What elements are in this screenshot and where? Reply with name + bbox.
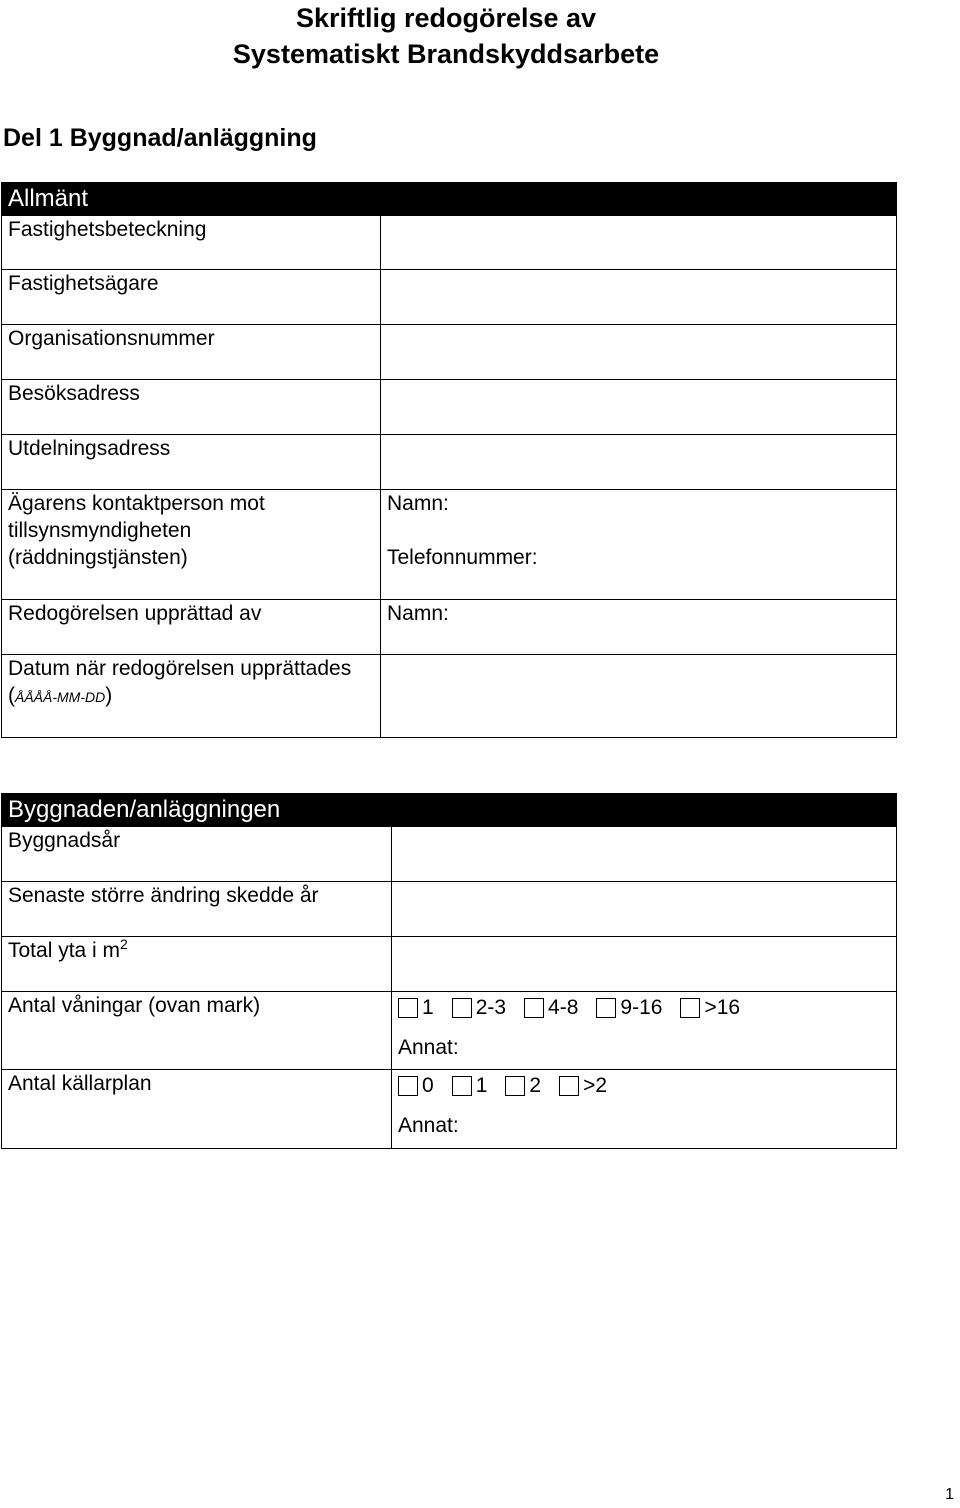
floor-option-label: >16 — [704, 996, 741, 1019]
building-table — [1, 793, 897, 1149]
building-header: Byggnaden/anläggningen — [2, 794, 392, 827]
floor-annat-label: Annat: — [398, 1036, 459, 1059]
floor-checkbox[interactable] — [680, 998, 700, 1018]
label-fastighetsagare: Fastighetsägare — [2, 270, 381, 325]
basement-annat-label: Annat: — [398, 1114, 459, 1137]
title-line-2: Systematiskt Brandskyddsarbete — [232, 39, 660, 69]
field-kallarplan — [392, 1070, 897, 1149]
basement-option-label: 0 — [422, 1074, 434, 1097]
field-telefon-label: Telefonnummer: — [387, 546, 538, 569]
field-byggnadsar[interactable] — [392, 827, 897, 882]
field-yta[interactable] — [392, 937, 897, 992]
field-fastighetsagare[interactable] — [381, 270, 897, 325]
basement-checkbox[interactable] — [452, 1076, 472, 1096]
basement-checkbox[interactable] — [559, 1076, 579, 1096]
page-number: 1 — [945, 1486, 954, 1503]
floor-option[interactable] — [680, 994, 740, 1021]
floor-checkbox[interactable] — [524, 998, 544, 1018]
basement-option-label: 2 — [529, 1074, 542, 1097]
title-line-1: Skriftlig redogörelse av — [295, 3, 597, 33]
floor-checkbox[interactable] — [596, 998, 616, 1018]
label-fastighetsbeteckning: Fastighetsbeteckning — [2, 216, 381, 270]
document-title — [0, 0, 892, 72]
field-besoksadress[interactable] — [381, 380, 897, 435]
label-kallarplan: Antal källarplan — [2, 1070, 392, 1149]
floor-option[interactable] — [596, 994, 662, 1021]
basement-option-label: 1 — [475, 1074, 488, 1097]
floor-option[interactable] — [452, 994, 506, 1021]
floor-checkbox[interactable] — [452, 998, 472, 1018]
label-datum-format: ÅÅÅÅ-MM-DD — [15, 689, 106, 705]
label-vaningar: Antal våningar (ovan mark) — [2, 992, 392, 1070]
basement-option[interactable] — [398, 1072, 434, 1099]
field-namn-label: Namn: — [387, 492, 449, 515]
label-kontaktperson: Ägarens kontaktperson mot tillsynsmyndigheten (räddningstjänsten) — [2, 490, 381, 600]
basement-option-label: >2 — [583, 1074, 608, 1097]
label-byggnadsar: Byggnadsår — [2, 827, 392, 882]
field-kontaktperson[interactable] — [381, 490, 897, 600]
label-yta — [2, 937, 392, 992]
label-utdelningsadress: Utdelningsadress — [2, 435, 381, 490]
floor-option-label: 2-3 — [475, 996, 507, 1019]
floor-option[interactable] — [398, 994, 434, 1021]
field-organisationsnummer[interactable] — [381, 325, 897, 380]
basement-checkbox[interactable] — [398, 1076, 418, 1096]
label-yta-text: Total yta i m — [8, 939, 121, 962]
field-utdelningsadress[interactable] — [381, 435, 897, 490]
label-datum — [2, 655, 381, 738]
basement-option[interactable] — [452, 1072, 488, 1099]
field-namn2-label: Namn: — [387, 602, 449, 625]
floor-option-label: 4-8 — [548, 996, 579, 1019]
label-andring: Senaste större ändring skedde år — [2, 882, 392, 937]
floor-checkbox[interactable] — [398, 998, 418, 1018]
basement-option[interactable] — [559, 1072, 607, 1099]
field-vaningar — [392, 992, 897, 1070]
general-table — [1, 182, 897, 738]
label-datum-text: Datum när redogörelsen upprättades ( — [8, 657, 352, 707]
section-heading: Del 1 Byggnad/anläggning — [3, 124, 317, 152]
floor-option-label: 1 — [422, 996, 434, 1019]
floor-option[interactable] — [524, 994, 578, 1021]
label-upprattad-av: Redogörelsen upprättad av — [2, 600, 381, 655]
field-andring[interactable] — [392, 882, 897, 937]
label-datum-close: ) — [105, 684, 113, 707]
label-besoksadress: Besöksadress — [2, 380, 381, 435]
field-fastighetsbeteckning[interactable] — [381, 216, 897, 270]
floor-options — [398, 992, 890, 1021]
general-header: Allmänt — [2, 183, 381, 216]
floor-option-label: 9-16 — [620, 996, 663, 1019]
field-datum[interactable] — [381, 655, 897, 738]
label-yta-sup: 2 — [120, 936, 128, 952]
field-upprattad-av[interactable] — [381, 600, 897, 655]
basement-checkbox[interactable] — [505, 1076, 525, 1096]
general-header-blank — [381, 183, 897, 216]
basement-option[interactable] — [505, 1072, 541, 1099]
label-organisationsnummer: Organisationsnummer — [2, 325, 381, 380]
basement-options — [398, 1070, 890, 1099]
building-header-blank — [392, 794, 897, 827]
